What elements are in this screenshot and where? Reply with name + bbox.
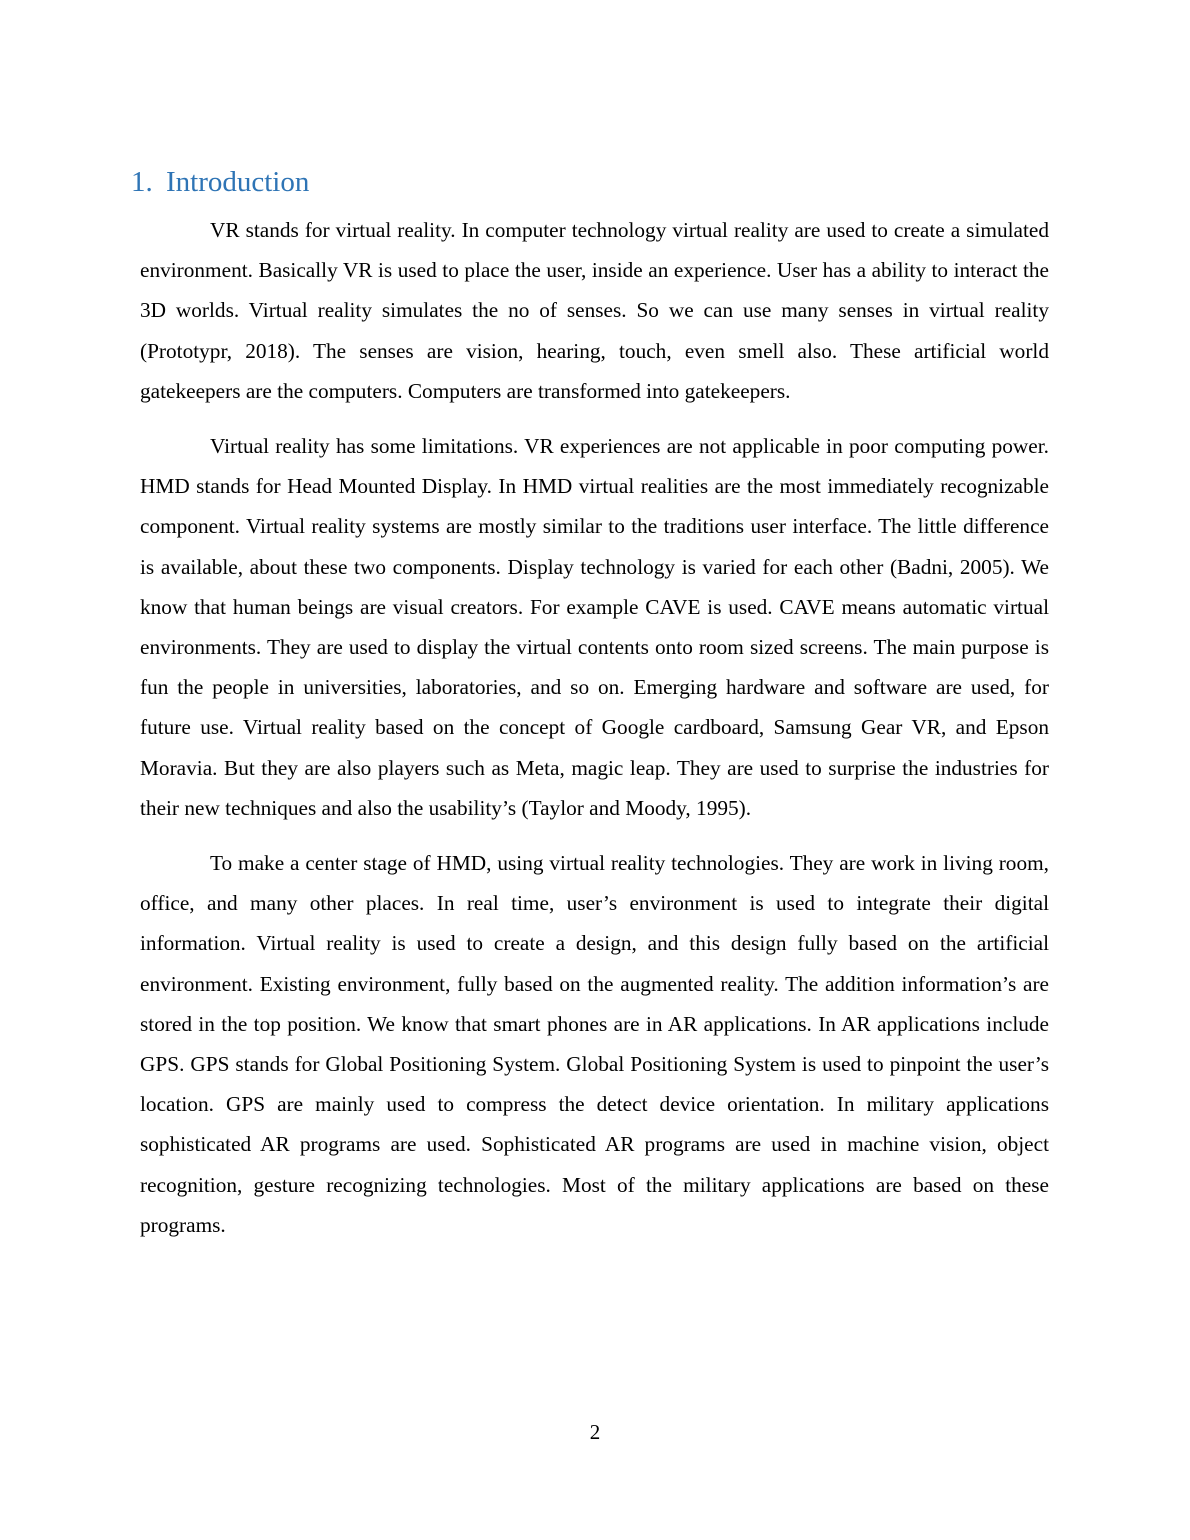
section-title: Introduction (166, 166, 310, 198)
body-text (140, 210, 1049, 1260)
page-number: 2 (589, 1420, 601, 1444)
paragraph-2: Virtual reality has some limitations. VR experiences are not applicable in poor computing power. HMD stands for Head Mounted Display. In HMD virtual realities are the most immediately recognizable component. Virtual reality systems are mostly similar to the traditions user interface. The little difference is available, about these two components. Display technology is varied for each other (Badni, 2005). We know that human beings are visual creators. For example CAVE is used. CAVE means automatic virtual environments. They are used to display the virtual contents onto room sized screens. The main purpose is fun the people in universities, laboratories, and so on. Emerging hardware and software are used, for future use. Virtual reality based on the concept of Google cardboard, Samsung Gear VR, and Epson Moravia. But they are also players such as Meta, magic leap. They are used to surprise the industries for their new techniques and also the usability’s (Taylor and Moody, 1995). (140, 434, 1049, 820)
paragraph-1: VR stands for virtual reality. In computer technology virtual reality are used to create a simulated environment. Basically VR is used to place the user, inside an experience. User has a ability to interact the 3D worlds. Virtual reality simulates the no of senses. So we can use many senses in virtual reality (Prototypr, 2018). The senses are vision, hearing, touch, even smell also. These artificial world gatekeepers are the computers. Computers are transformed into gatekeepers. (140, 218, 1049, 403)
section-heading (131, 162, 309, 202)
section-number: 1. (131, 166, 153, 198)
paragraph-3: To make a center stage of HMD, using virtual reality technologies. They are work in living room, office, and many other places. In real time, user’s environment is used to integrate their digital information. Virtual reality is used to create a design, and this design fully based on the artificial environment. Existing environment, fully based on the augmented reality. The addition information’s are stored in the top position. We know that smart phones are in AR applications. In AR applications include GPS. GPS stands for Global Positioning System. Global Positioning System is used to pinpoint the user’s location. GPS are mainly used to compress the detect device orientation. In military applications sophisticated AR programs are used. Sophisticated AR programs are used in machine vision, object recognition, gesture recognizing technologies. Most of the military applications are based on these programs. (140, 851, 1049, 1237)
